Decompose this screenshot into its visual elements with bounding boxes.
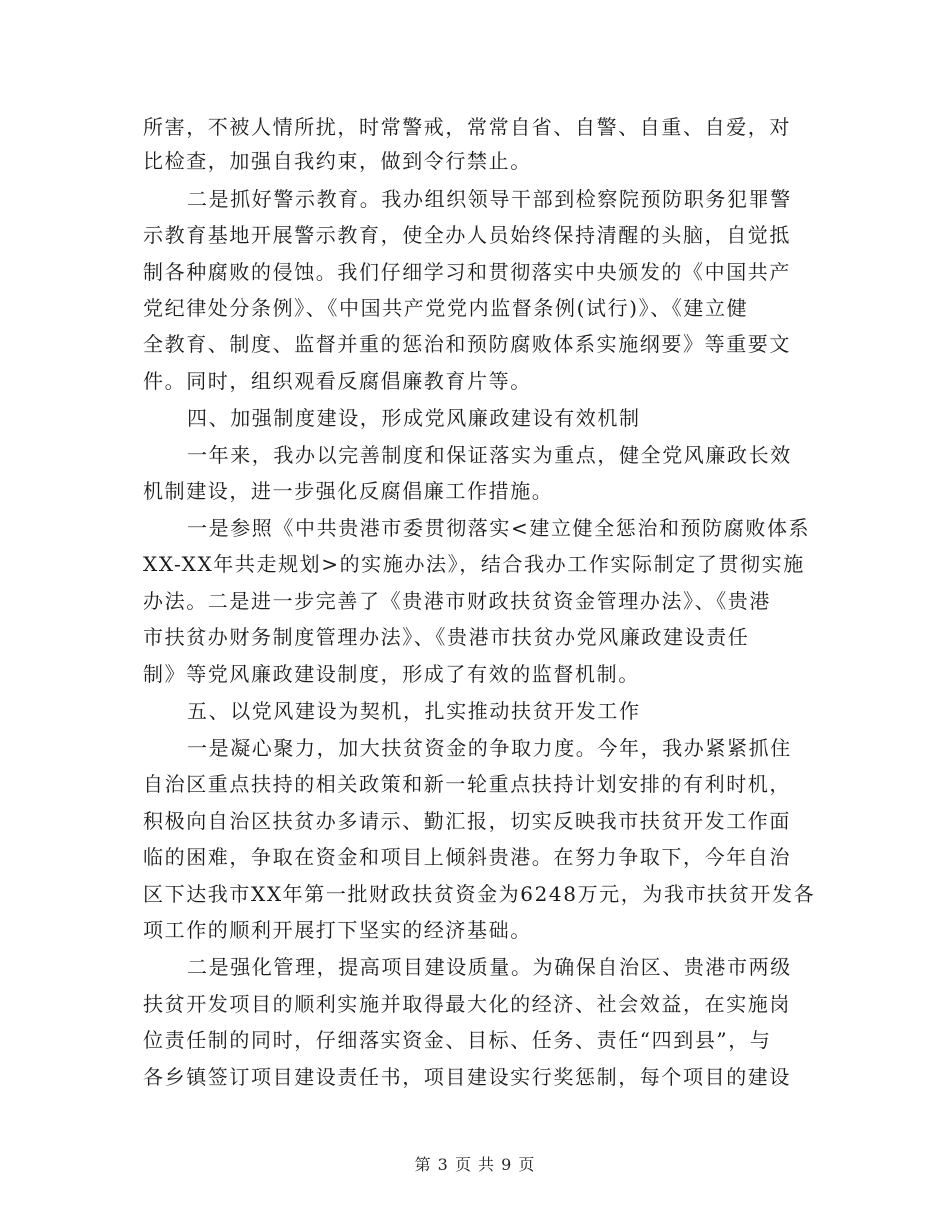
body-line: 制各种腐败的侵蚀。我们仔细学习和贯彻落实中央颁发的《中国共产 — [143, 260, 791, 284]
body-line: 党纪律处分条例》、《中国共产党党内监督条例(试行)》、《建立健 — [143, 296, 749, 320]
paragraph-first-line: 一是参照《中共贵港市委贯彻落实<建立健全惩治和预防腐败体系 — [187, 516, 811, 540]
section-heading: 五、以党风建设为契机，扎实推动扶贫开发工作 — [187, 699, 641, 723]
paragraph-first-line: 一年来，我办以完善制度和保证落实为重点，健全党风廉政长效 — [187, 443, 792, 467]
paragraph-first-line: 二是强化管理，提高项目建设质量。为确保自治区、贵港市两级 — [187, 955, 792, 979]
body-line: XX-XX年共走规划>的实施办法》，结合我办工作实际制定了贯彻实施 — [143, 552, 805, 576]
body-line: 所害，不被人情所扰，时常警戒，常常自省、自警、自重、自爱，对 — [143, 115, 791, 139]
body-line: 位责任制的同时，仔细落实资金、目标、任务、责任“四到县”，与 — [143, 1028, 772, 1052]
body-line: 各乡镇签订项目建设责任书，项目建设实行奖惩制，每个项目的建设 — [143, 1065, 791, 1089]
body-line: 办法。二是进一步完善了《贵港市财政扶贫资金管理办法》、《贵港 — [143, 589, 771, 613]
paragraph-first-line: 一是凝心聚力，加大扶贫资金的争取力度。今年，我办紧紧抓住 — [187, 736, 792, 760]
body-line: 机制建设，进一步强化反腐倡廉工作措施。 — [143, 479, 554, 503]
body-line: 全教育、制度、监督并重的惩治和预防腐败体系实施纲要》等重要文 — [143, 332, 791, 356]
section-heading: 四、加强制度建设，形成党风廉政建设有效机制 — [187, 406, 641, 430]
body-line: 扶贫开发项目的顺利实施并取得最大化的经济、社会效益，在实施岗 — [143, 992, 791, 1016]
body-line: 市扶贫办财务制度管理办法》、《贵港市扶贫办党风廉政建设责任 — [143, 625, 750, 649]
body-line: 比检查，加强自我约束，做到令行禁止。 — [143, 149, 532, 173]
paragraph-first-line: 二是抓好警示教育。我办组织领导干部到检察院预防职务犯罪警 — [187, 187, 792, 211]
body-line: 区下达我市XX年第一批财政扶贫资金为6248万元，为我市扶贫开发各 — [143, 882, 816, 906]
body-line: 制》等党风廉政建设制度，形成了有效的监督机制。 — [143, 662, 640, 686]
page-number-footer: 第 3 页 共 9 页 — [414, 1155, 536, 1174]
body-line: 自治区重点扶持的相关政策和新一轮重点扶持计划安排的有利时机， — [143, 772, 791, 796]
body-line: 临的困难，争取在资金和项目上倾斜贵港。在努力争取下，今年自治 — [143, 845, 791, 869]
body-line: 示教育基地开展警示教育，使全办人员始终保持清醒的头脑，自觉抵 — [143, 223, 791, 247]
body-line: 件。同时，组织观看反腐倡廉教育片等。 — [143, 369, 532, 393]
body-line: 项工作的顺利开展打下坚实的经济基础。 — [143, 918, 532, 942]
body-line: 积极向自治区扶贫办多请示、勤汇报，切实反映我市扶贫开发工作面 — [143, 809, 791, 833]
